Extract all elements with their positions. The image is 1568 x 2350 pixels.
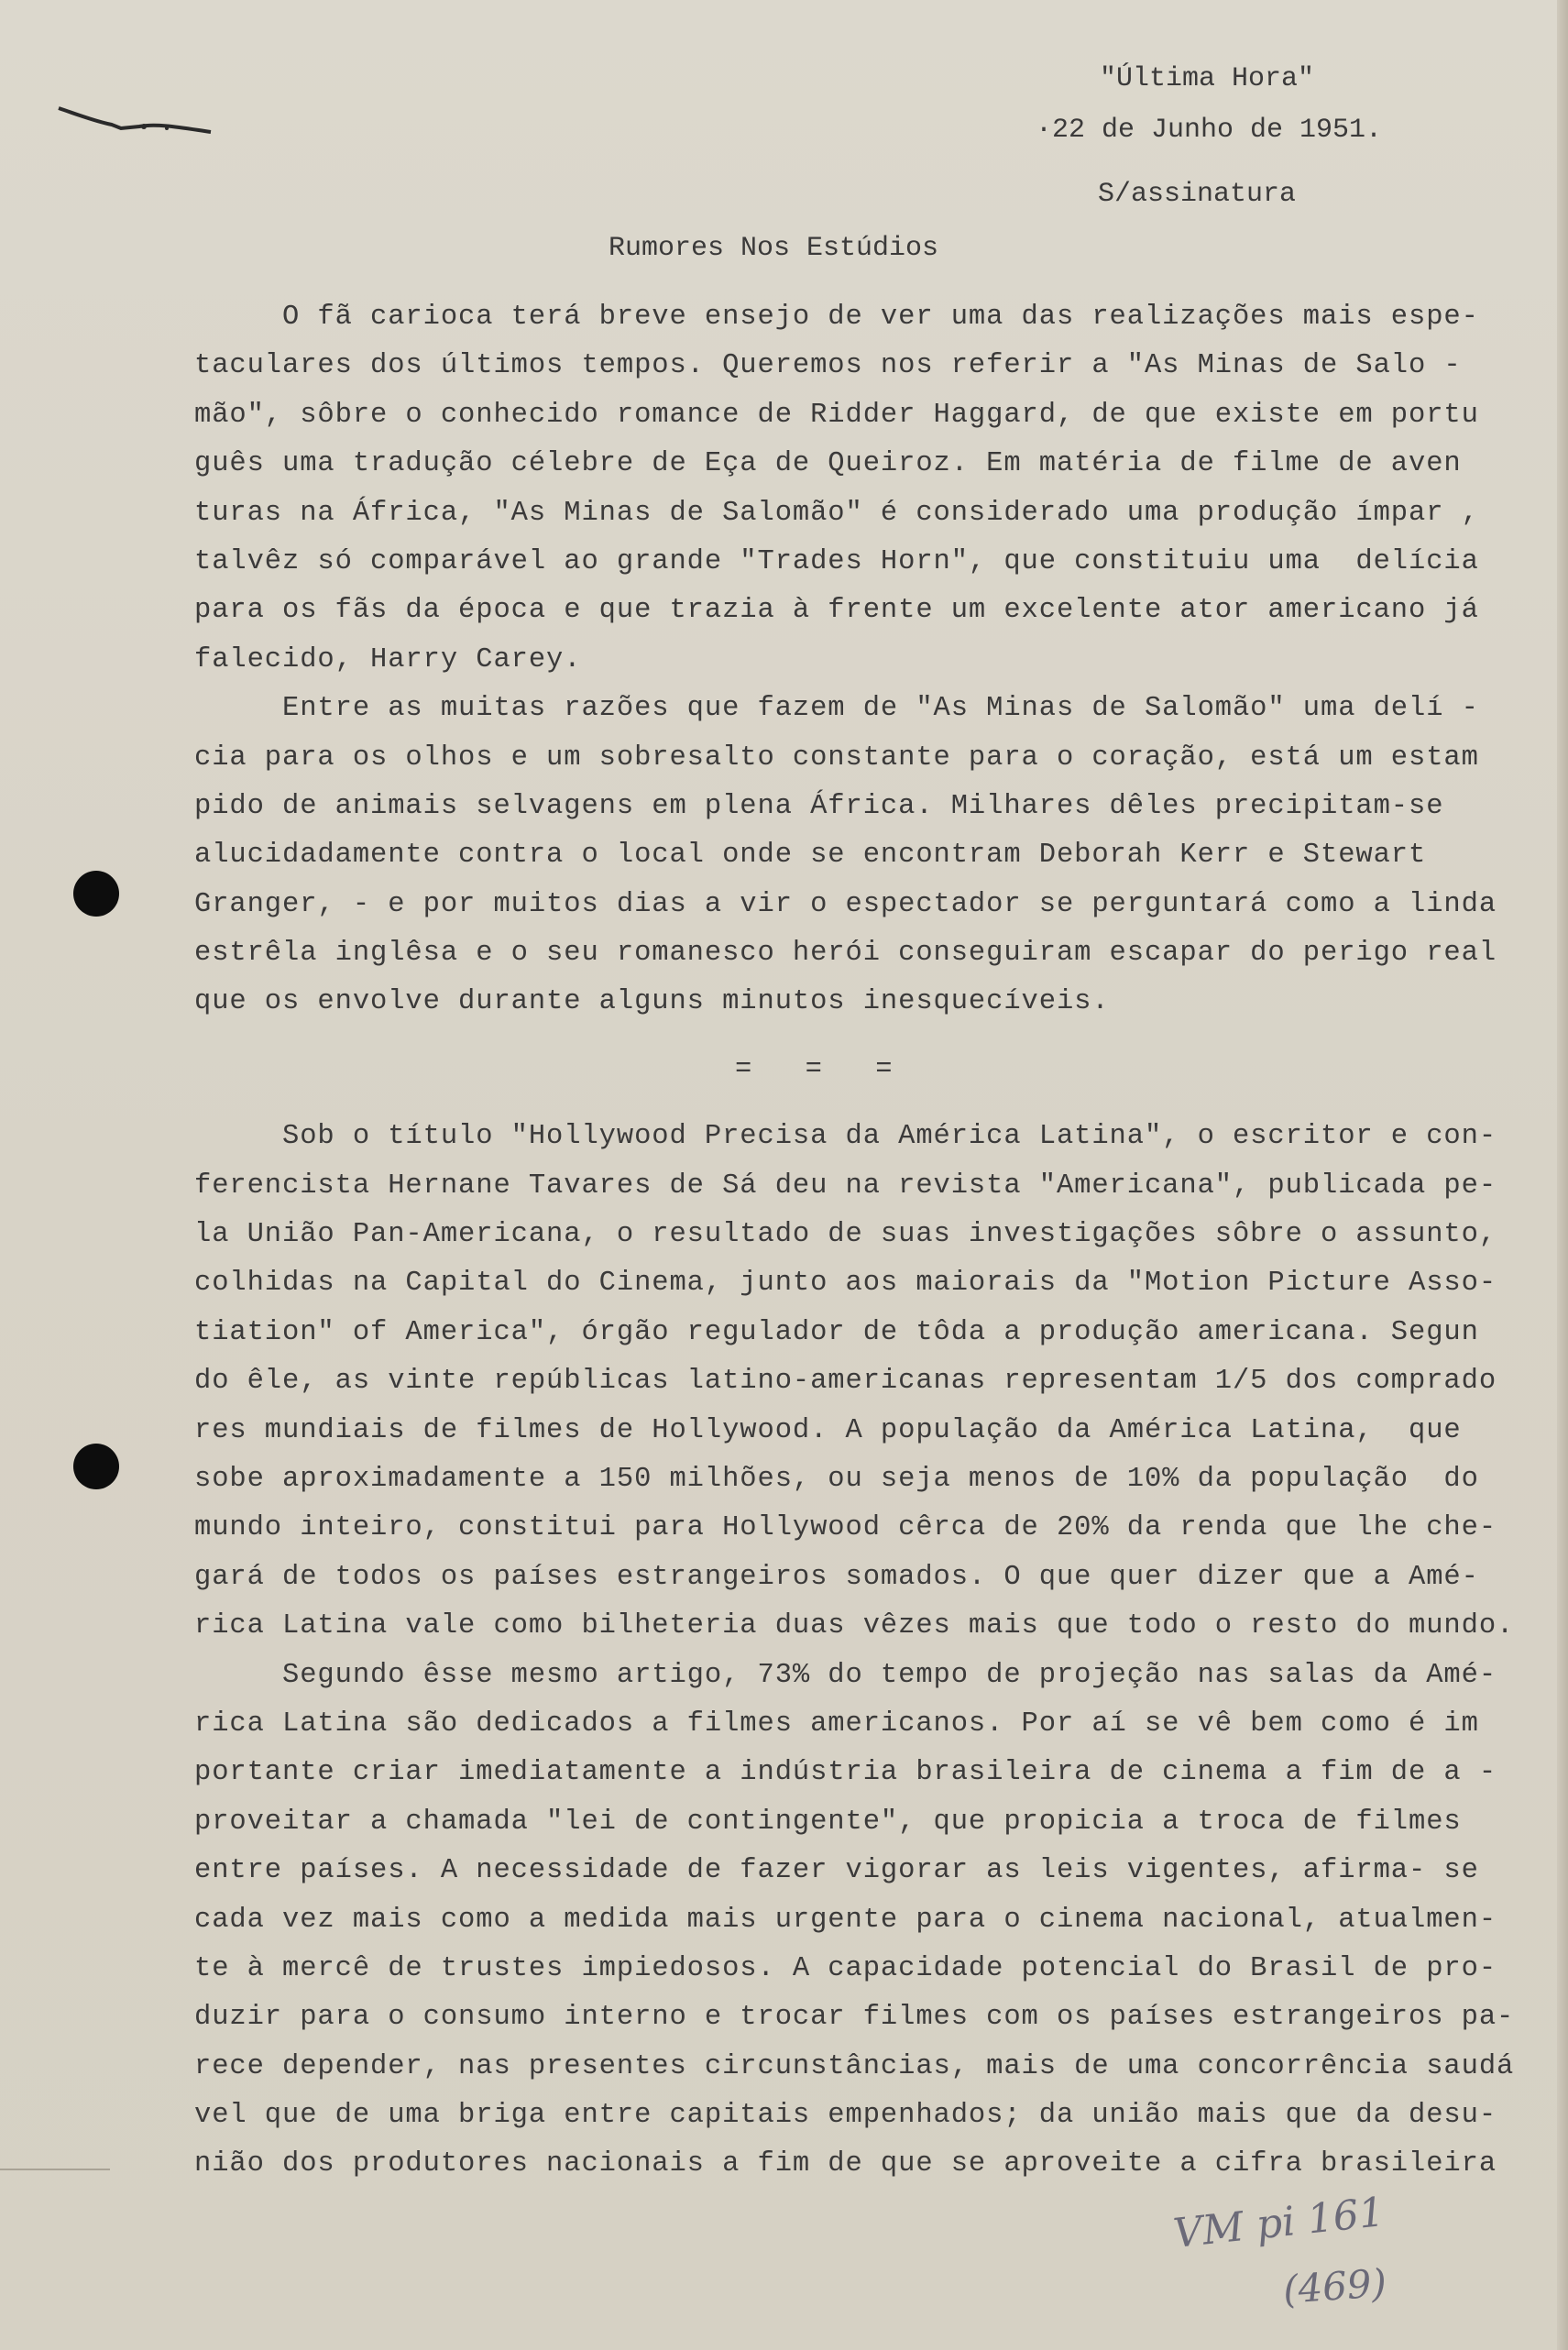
article-body (194, 293, 1532, 2190)
punch-hole-top (73, 871, 119, 917)
text-line: talvêz só comparável ao grande "Trades Horn", que constituiu uma delícia (194, 545, 1479, 577)
text-line: duzir para o consumo interno e trocar filmes com os países estrangeiros pa- (194, 2002, 1515, 2034)
ink-mark (57, 101, 213, 137)
text-line: Segundo êsse mesmo artigo, 73% do tempo de projeção nas salas da Amé- (194, 1659, 1497, 1691)
text-line: res mundiais de filmes de Hollywood. A população da América Latina, que (194, 1414, 1462, 1446)
article-one (194, 293, 1532, 1027)
text-line: estrêla inglêsa e o seu romanesco herói conseguiram escapar do perigo real (194, 938, 1497, 970)
handwritten-annotation: VM pi 161 (1170, 2189, 1387, 2257)
text-line: entre países. A necessidade de fazer vigorar as leis vigentes, afirma- se (194, 1855, 1479, 1887)
newspaper-name: "Última Hora" (1100, 63, 1315, 94)
text-line: pido de animais selvagens em plena África. Milhares dêles precipitam-se (194, 790, 1444, 822)
margin-rule (0, 2169, 110, 2170)
text-line: proveitar a chamada "lei de contingente", que propicia a troca de filmes (194, 1806, 1462, 1838)
text-line: rica Latina vale como bilheteria duas vêzes mais que todo o resto do mundo. (194, 1610, 1515, 1642)
text-line: gará de todos os países estrangeiros somados. O que quer dizer que a Amé- (194, 1561, 1479, 1593)
article-title: Rumores Nos Estúdios (609, 233, 939, 264)
text-line: ferencista Hernane Tavares de Sá deu na revista "Americana", publicada pe- (194, 1170, 1497, 1202)
byline: S/assinatura (1098, 179, 1297, 210)
text-line: cia para os olhos e um sobresalto constante para o coração, está um estam (194, 741, 1479, 774)
punch-hole-bottom (73, 1444, 119, 1489)
text-line: rica Latina são dedicados a filmes americanos. Por aí se vê bem como é im (194, 1708, 1479, 1740)
text-line: taculares dos últimos tempos. Queremos nos referir a "As Minas de Salo - (194, 350, 1462, 382)
text-line: nião dos produtores nacionais a fim de que se aproveite a cifra brasileira (194, 2148, 1497, 2180)
text-line: Granger, - e por muitos dias a vir o espectador se perguntará como a linda (194, 888, 1497, 920)
text-line: mão", sôbre o conhecido romance de Ridder Haggard, de que existe em portu (194, 399, 1479, 431)
text-line: sobe aproximadamente a 150 milhões, ou seja menos de 10% da população do (194, 1463, 1479, 1495)
text-line: Entre as muitas razões que fazem de "As Minas de Salomão" uma delí - (194, 693, 1479, 725)
text-line: la União Pan-Americana, o resultado de suas investigações sôbre o assunto, (194, 1219, 1497, 1251)
text-line: do êle, as vinte repúblicas latino-americanas representam 1/5 dos comprado (194, 1366, 1497, 1398)
text-line: cada vez mais como a medida mais urgente para o cinema nacional, atualmen- (194, 1904, 1497, 1936)
text-line: O fã carioca terá breve ensejo de ver uma das realizações mais espe- (194, 302, 1479, 333)
text-line: falecido, Harry Carey. (194, 643, 582, 675)
article-date: ·22 de Junho de 1951. (1036, 115, 1383, 146)
text-line: portante criar imediatamente a indústria brasileira de cinema a fim de a - (194, 1757, 1497, 1789)
section-separator: = = = (735, 1053, 911, 1085)
text-line: alucidadamente contra o local onde se encontram Deborah Kerr e Stewart (194, 840, 1427, 872)
paper-edge (1557, 0, 1568, 2350)
text-line: que os envolve durante alguns minutos inesquecíveis. (194, 986, 1110, 1018)
handwritten-page-number: (469) (1281, 2260, 1388, 2312)
text-line: tiation" of America", órgão regulador de tôda a produção americana. Segun (194, 1316, 1479, 1348)
text-line: Sob o título "Hollywood Precisa da América Latina", o escritor e con- (194, 1121, 1497, 1153)
text-line: vel que de uma briga entre capitais empenhados; da união mais que da desu- (194, 2100, 1497, 2132)
text-line: para os fãs da época e que trazia à frente um excelente ator americano já (194, 595, 1479, 627)
header (999, 53, 1549, 220)
text-line: guês uma tradução célebre de Eça de Queiroz. Em matéria de filme de aven (194, 448, 1462, 480)
text-line: turas na África, "As Minas de Salomão" é considerado uma produção ímpar , (194, 497, 1479, 529)
text-line: colhidas na Capital do Cinema, junto aos maiorais da "Motion Picture Asso- (194, 1268, 1497, 1300)
text-line: mundo inteiro, constitui para Hollywood cêrca de 20% da renda que lhe che- (194, 1512, 1497, 1544)
article-two (194, 1113, 1532, 2190)
text-line: rece depender, nas presentes circunstâncias, mais de uma concorrência saudá (194, 2050, 1515, 2082)
text-line: te à mercê de trustes impiedosos. A capacidade potencial do Brasil de pro- (194, 1952, 1497, 1984)
